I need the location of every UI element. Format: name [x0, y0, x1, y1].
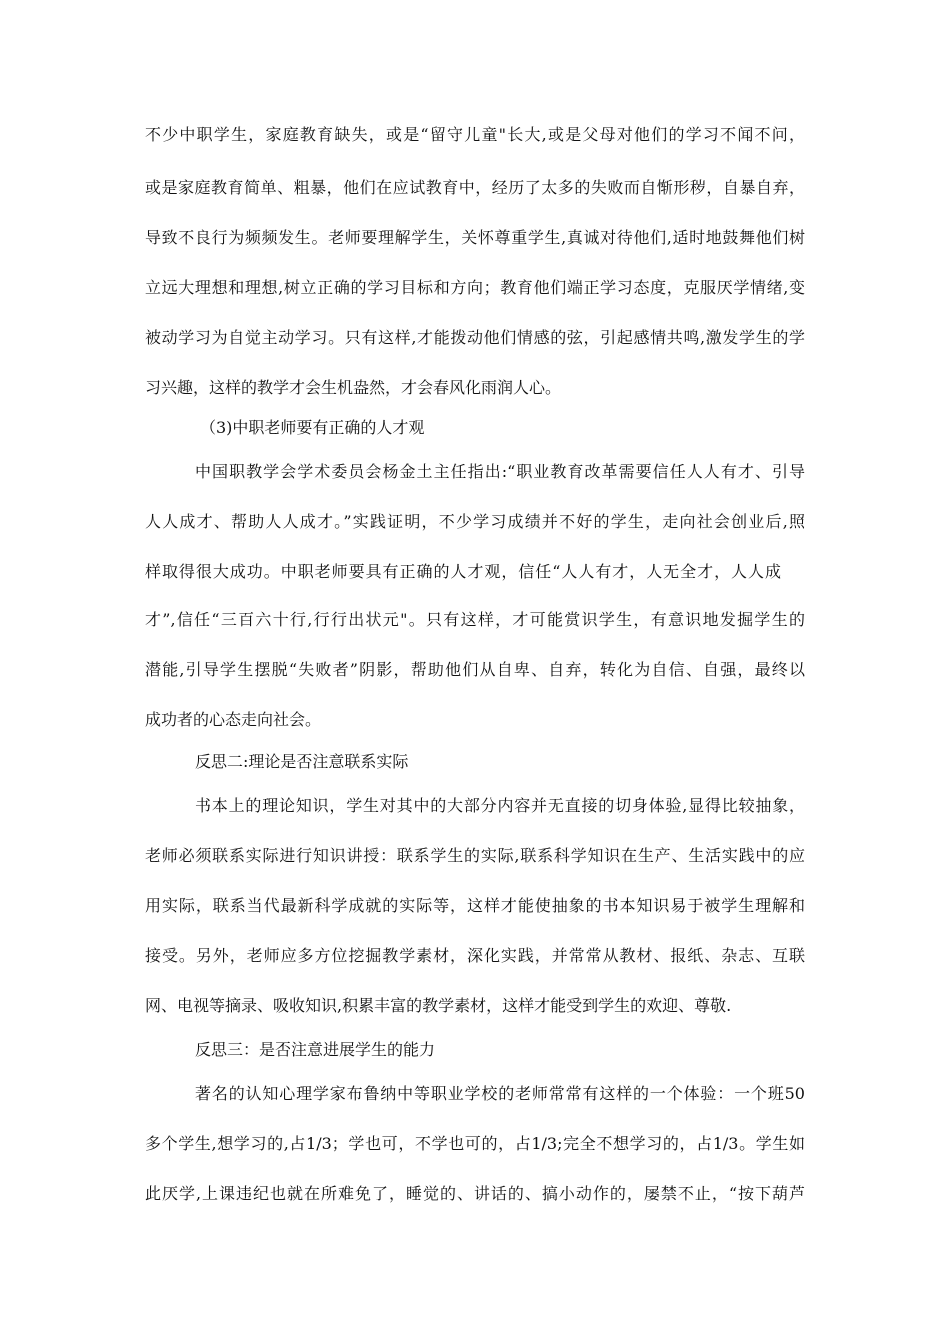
text-line: 中国职教学会学术委员会杨金土主任指出:“职业教育改革需要信任人人有才、引导: [195, 462, 805, 481]
text-line: 接受。另外，老师应多方位挖掘教学素材，深化实践，并常常从教材、报纸、杂志、互联: [145, 946, 805, 965]
text-line: 习兴趣，这样的教学才会生机盎然，才会春风化雨润人心。: [145, 378, 562, 397]
text-line: 人人成才、帮助人人成才。”实践证明，不少学习成绩并不好的学生，走向社会创业后,照: [145, 512, 805, 531]
text-line: 被动学习为自觉主动学习。只有这样,才能拨动他们情感的弦，引起感情共鸣,激发学生的学: [145, 328, 805, 347]
text-line: 成功者的心态走向社会。: [145, 710, 322, 729]
text-line: 书本上的理论知识，学生对其中的大部分内容并无直接的切身体验,显得比较抽象，: [195, 796, 805, 815]
section-heading: 反思三：是否注意进展学生的能力: [195, 1040, 436, 1059]
text-line: 老师必须联系实际进行知识讲授：联系学生的实际,联系科学知识在生产、生活实践中的应: [145, 846, 805, 865]
text-line: 网、电视等摘录、吸收知识,积累丰富的教学素材，这样才能受到学生的欢迎、尊敬.: [145, 996, 732, 1015]
text-line: 著名的认知心理学家布鲁纳中等职业学校的老师常常有这样的一个体验：一个班50: [195, 1084, 805, 1103]
text-line: 或是家庭教育简单、粗暴，他们在应试教育中，经历了太多的失败而自惭形秽，自暴自弃，: [145, 178, 805, 197]
text-line: 多个学生,想学习的,占1/3；学也可，不学也可的，占1/3;完全不想学习的，占1/3。学生如: [145, 1134, 805, 1153]
section-heading: 反思二:理论是否注意联系实际: [195, 752, 409, 771]
text-line: 才”,信任“三百六十行,行行出状元"。只有这样，才可能赏识学生，有意识地发掘学生的: [145, 610, 805, 629]
text-line: 用实际，联系当代最新科学成就的实际等，这样才能使抽象的书本知识易于被学生理解和: [145, 896, 805, 915]
text-line: 此厌学,上课违纪也就在所难免了，睡觉的、讲话的、搞小动作的，屡禁不止，“按下葫芦: [145, 1184, 805, 1203]
text-line: 潜能,引导学生摆脱“失败者”阴影，帮助他们从自卑、自弃，转化为自信、自强，最终以: [145, 660, 805, 679]
section-heading: （3)中职老师要有正确的人才观: [200, 418, 425, 437]
text-line: 导致不良行为频频发生。老师要理解学生，关怀尊重学生,真诚对待他们,适时地鼓舞他们树: [145, 228, 805, 247]
text-line: 不少中职学生，家庭教育缺失，或是“留守儿童"长大,或是父母对他们的学习不闻不问，: [145, 125, 805, 144]
text-line: 样取得很大成功。中职老师要具有正确的人才观，信任“人人有才，人无全才，人人成: [145, 562, 781, 581]
text-line: 立远大理想和理想,树立正确的学习目标和方向；教育他们端正学习态度，克服厌学情绪,变: [145, 278, 805, 297]
